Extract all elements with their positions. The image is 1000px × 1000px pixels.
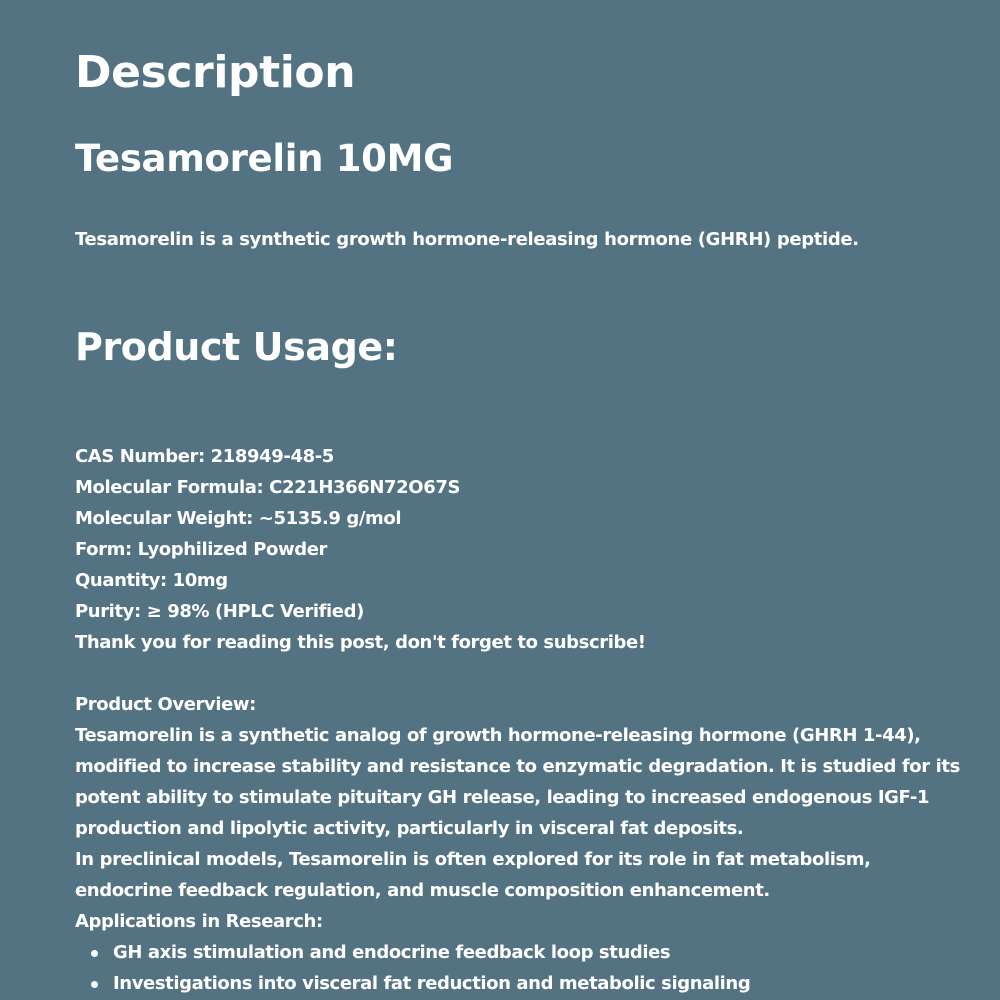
- overview-line: Tesamorelin is a synthetic analog of growth hormone-releasing hormone (GHRH 1-44),: [75, 725, 921, 746]
- section-title-description: Description: [75, 47, 356, 98]
- subscribe-note: Thank you for reading this post, don't forget to subscribe!: [75, 632, 646, 653]
- overview-line: potent ability to stimulate pituitary GH release, leading to increased endogenous IGF-1: [75, 787, 930, 808]
- bullet-icon: [91, 950, 98, 957]
- bullet-icon: [91, 981, 98, 988]
- preclinical-paragraph: [75, 844, 980, 906]
- spec-form: Form: Lyophilized Powder: [75, 539, 327, 560]
- overview-line: production and lipolytic activity, particularly in visceral fat deposits.: [75, 818, 744, 839]
- preclinical-line: In preclinical models, Tesamorelin is often explored for its role in fat metabolism,: [75, 849, 871, 870]
- spec-cas-number: CAS Number: 218949-48-5: [75, 446, 334, 467]
- product-intro: Tesamorelin is a synthetic growth hormone-releasing hormone (GHRH) peptide.: [75, 229, 859, 250]
- list-item: [113, 968, 980, 999]
- spec-molecular-formula: Molecular Formula: C221H366N72O67S: [75, 477, 461, 498]
- overview-heading: Product Overview:: [75, 694, 256, 715]
- spec-molecular-weight: Molecular Weight: ~5135.9 g/mol: [75, 508, 402, 529]
- overview-line: modified to increase stability and resistance to enzymatic degradation. It is studied for its: [75, 756, 960, 777]
- spec-quantity: Quantity: 10mg: [75, 570, 228, 591]
- product-title: Tesamorelin 10MG: [75, 137, 454, 180]
- list-item-text: Investigations into visceral fat reduction and metabolic signaling: [113, 973, 751, 994]
- spacer: [75, 658, 980, 689]
- applications-heading: Applications in Research:: [75, 911, 323, 932]
- spec-purity: Purity: ≥ 98% (HPLC Verified): [75, 601, 364, 622]
- section-title-usage: Product Usage:: [75, 325, 398, 369]
- list-item: [113, 937, 980, 968]
- applications-list: [75, 937, 980, 999]
- preclinical-line: endocrine feedback regulation, and muscle composition enhancement.: [75, 880, 770, 901]
- list-item-text: GH axis stimulation and endocrine feedback loop studies: [113, 942, 671, 963]
- overview-paragraph: [75, 720, 980, 844]
- product-details: [75, 441, 980, 999]
